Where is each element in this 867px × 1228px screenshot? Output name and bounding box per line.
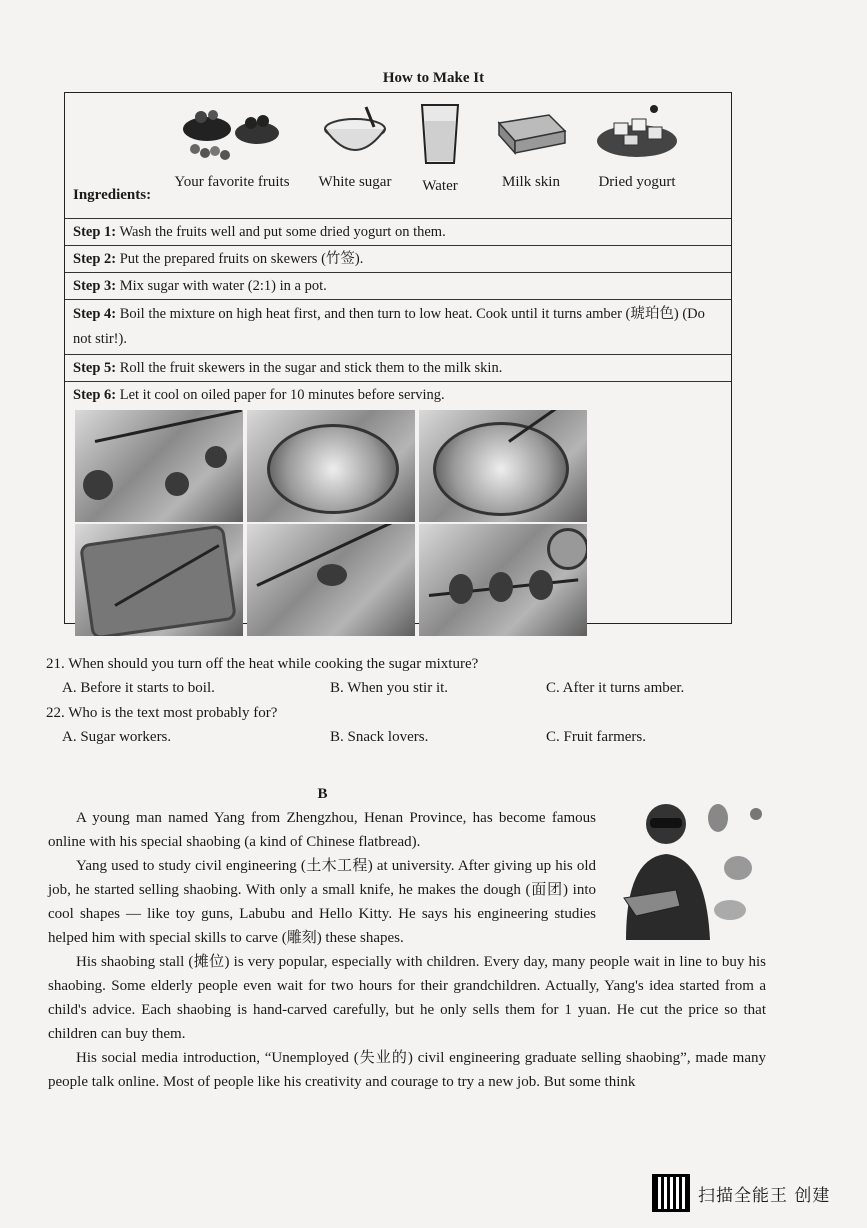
option-22b: B. Snack lovers.	[330, 729, 429, 745]
photo-milk-skin	[247, 524, 415, 636]
step-4	[65, 300, 731, 355]
ingredient-dried-yogurt	[583, 101, 691, 191]
ingredient-milk-skin	[491, 101, 571, 191]
paragraph-1: A young man named Yang from Zhengzhou, Henan Province, has become famous online with his special shaobing (a kind of Chinese flatbread).	[48, 810, 596, 850]
passage-top	[48, 806, 596, 950]
watermark-text: 扫描全能王 创建	[698, 1185, 831, 1206]
question-21: 21. When should you turn off the heat while cooking the sugar mixture?	[46, 656, 479, 672]
step-1	[65, 219, 731, 246]
paragraph-4: His social media introduction, “Unemployed (失业的) civil engineering graduate selling shaobing”, made many people talk online. Most of people like his creativity and courage to try a new job. But some think	[48, 1050, 766, 1090]
ingredient-fruits	[157, 101, 307, 191]
step-label: Step 6:	[73, 387, 117, 403]
dried-yogurt-icon	[592, 101, 682, 163]
step-text: Roll the fruit skewers in the sugar and stick them to the milk skin.	[116, 360, 503, 376]
photo-boiling-sugar	[247, 410, 415, 522]
qr-code-icon	[652, 1174, 690, 1212]
passage-bottom	[48, 950, 766, 1094]
step-6	[65, 382, 731, 640]
step-text: Boil the mixture on high heat first, and then turn to low heat. Cook until it turns amber (琥珀色) (Do not stir!).	[73, 306, 705, 347]
step-text: Wash the fruits well and put some dried yogurt on them.	[116, 224, 446, 240]
step-text: Put the prepared fruits on skewers (竹签).	[116, 251, 364, 267]
water-glass-icon	[418, 101, 462, 167]
ingredients-row	[65, 93, 731, 219]
step-3	[65, 273, 731, 300]
step-label: Step 2:	[73, 251, 117, 267]
step-label: Step 1:	[73, 224, 117, 240]
ingredient-label: Milk skin	[502, 174, 560, 190]
option-22c: C. Fruit farmers.	[546, 729, 646, 745]
ingredient-label: Water	[422, 178, 458, 194]
step-label: Step 3:	[73, 278, 117, 294]
photo-rolling-skewer	[75, 524, 243, 636]
step-label: Step 4:	[73, 306, 117, 322]
step-2	[65, 246, 731, 273]
step-label: Step 5:	[73, 360, 117, 376]
ingredient-sugar	[305, 101, 405, 191]
milk-skin-icon	[495, 101, 567, 163]
photo-cooking-amber	[419, 410, 587, 522]
ingredient-water	[405, 101, 475, 195]
section-b-heading: B	[317, 786, 328, 802]
option-21b: B. When you stir it.	[330, 680, 449, 696]
photo-cooling	[419, 524, 587, 636]
scanner-watermark	[652, 1174, 830, 1212]
step-5	[65, 355, 731, 382]
option-21c: C. After it turns amber.	[546, 680, 685, 696]
fruits-icon	[177, 101, 287, 163]
ingredient-label: Dried yogurt	[598, 174, 676, 190]
option-22a: A. Sugar workers.	[62, 729, 172, 745]
ingredients-label: Ingredients:	[73, 187, 152, 203]
paragraph-2: Yang used to study civil engineering (土木工程) at university. After giving up his old job, he started selling shaobing. With only a small knife, he makes the dough (面团) into cool shapes — like toy guns, Labubu and Hello Kitty. He says his engineering studies helped him with special skills to carve (雕刻) these shapes.	[48, 858, 596, 946]
recipe-table	[64, 92, 732, 624]
photo-skewering-fruits	[75, 410, 243, 522]
sugar-bowl-icon	[320, 101, 390, 163]
recipe-title: How to Make It	[382, 70, 485, 86]
step-text: Let it cool on oiled paper for 10 minutes before serving.	[116, 387, 445, 403]
ingredient-label: White sugar	[318, 174, 392, 190]
yang-portrait-photo	[606, 798, 766, 940]
paragraph-3: His shaobing stall (摊位) is very popular, especially with children. Every day, many people wait in line to buy his shaobing. Some elderly people even wait for two hours for their grandchildren. Actually, Yang's idea started from a child's advice. Each shaobing is hand-carved carefully, but he only sells them for 1 yuan. He cut the price so that children can buy them.	[48, 954, 766, 1042]
step-text: Mix sugar with water (2:1) in a pot.	[116, 278, 327, 294]
question-22: 22. Who is the text most probably for?	[46, 705, 278, 721]
ingredient-label: Your favorite fruits	[174, 174, 290, 190]
option-21a: A. Before it starts to boil.	[62, 680, 215, 696]
